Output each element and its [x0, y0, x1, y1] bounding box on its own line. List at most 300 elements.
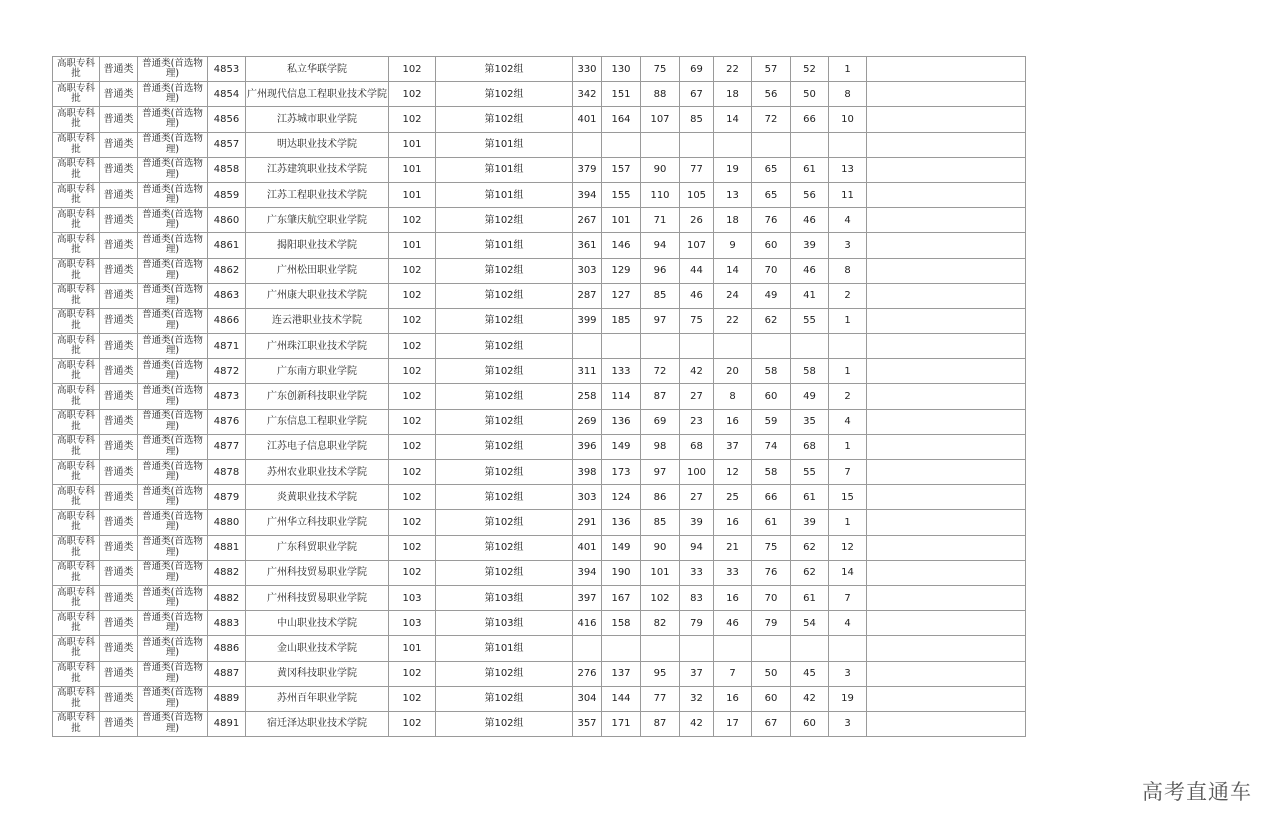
value-e-cell: 60	[752, 233, 791, 258]
school-code-cell: 4862	[208, 258, 246, 283]
value-c-cell: 44	[680, 258, 714, 283]
remark-cell	[867, 434, 1026, 459]
subject-type-cell: 普通类(首选物理)	[138, 460, 208, 485]
count-cell	[573, 636, 602, 661]
value-g-cell: 14	[829, 560, 867, 585]
school-code-cell: 4866	[208, 308, 246, 333]
value-b-cell: 97	[641, 460, 680, 485]
school-name-cell: 明达职业技术学院	[246, 132, 389, 157]
remark-cell	[867, 182, 1026, 207]
value-f-cell	[791, 334, 829, 359]
value-g-cell: 2	[829, 384, 867, 409]
value-a-cell: 114	[602, 384, 641, 409]
subject-type-cell: 普通类(首选物理)	[138, 384, 208, 409]
value-e-cell: 49	[752, 283, 791, 308]
value-c-cell: 33	[680, 560, 714, 585]
batch-cell: 高职专科批	[53, 434, 100, 459]
category-cell: 普通类	[100, 535, 138, 560]
category-cell: 普通类	[100, 460, 138, 485]
value-f-cell: 55	[791, 308, 829, 333]
subject-type-cell: 普通类(首选物理)	[138, 661, 208, 686]
group-code-cell: 102	[389, 283, 436, 308]
count-cell: 394	[573, 560, 602, 585]
value-b-cell: 85	[641, 510, 680, 535]
value-b-cell: 82	[641, 611, 680, 636]
value-b-cell: 87	[641, 711, 680, 736]
category-cell: 普通类	[100, 611, 138, 636]
value-a-cell	[602, 132, 641, 157]
category-cell: 普通类	[100, 182, 138, 207]
school-code-cell: 4882	[208, 560, 246, 585]
group-code-cell: 102	[389, 535, 436, 560]
value-c-cell: 79	[680, 611, 714, 636]
value-e-cell: 66	[752, 485, 791, 510]
batch-cell: 高职专科批	[53, 485, 100, 510]
value-a-cell: 130	[602, 57, 641, 82]
value-d-cell: 16	[714, 510, 752, 535]
remark-cell	[867, 560, 1026, 585]
category-cell: 普通类	[100, 560, 138, 585]
batch-cell: 高职专科批	[53, 258, 100, 283]
group-name-cell: 第102组	[436, 57, 573, 82]
table-row	[53, 636, 1026, 661]
value-g-cell: 8	[829, 258, 867, 283]
value-f-cell: 61	[791, 485, 829, 510]
group-code-cell: 102	[389, 334, 436, 359]
value-d-cell: 16	[714, 409, 752, 434]
value-g-cell	[829, 334, 867, 359]
group-name-cell: 第102组	[436, 686, 573, 711]
subject-type-cell: 普通类(首选物理)	[138, 359, 208, 384]
remark-cell	[867, 208, 1026, 233]
value-d-cell	[714, 636, 752, 661]
group-name-cell: 第102组	[436, 535, 573, 560]
school-code-cell: 4858	[208, 157, 246, 182]
value-a-cell: 146	[602, 233, 641, 258]
subject-type-cell: 普通类(首选物理)	[138, 686, 208, 711]
subject-type-cell: 普通类(首选物理)	[138, 107, 208, 132]
group-code-cell: 102	[389, 409, 436, 434]
group-code-cell: 102	[389, 384, 436, 409]
value-e-cell: 62	[752, 308, 791, 333]
value-e-cell: 61	[752, 510, 791, 535]
remark-cell	[867, 460, 1026, 485]
school-name-cell: 江苏工程职业技术学院	[246, 182, 389, 207]
count-cell: 276	[573, 661, 602, 686]
value-e-cell: 70	[752, 258, 791, 283]
value-c-cell: 107	[680, 233, 714, 258]
batch-cell: 高职专科批	[53, 132, 100, 157]
value-e-cell: 60	[752, 686, 791, 711]
count-cell: 416	[573, 611, 602, 636]
group-name-cell: 第102组	[436, 384, 573, 409]
value-d-cell: 46	[714, 611, 752, 636]
value-b-cell: 72	[641, 359, 680, 384]
category-cell: 普通类	[100, 359, 138, 384]
school-code-cell: 4886	[208, 636, 246, 661]
value-c-cell: 37	[680, 661, 714, 686]
school-code-cell: 4891	[208, 711, 246, 736]
group-name-cell: 第103组	[436, 611, 573, 636]
school-name-cell: 广东肇庆航空职业学院	[246, 208, 389, 233]
value-a-cell: 137	[602, 661, 641, 686]
group-name-cell: 第102组	[436, 560, 573, 585]
table-row	[53, 510, 1026, 535]
school-code-cell: 4889	[208, 686, 246, 711]
group-code-cell: 102	[389, 510, 436, 535]
value-c-cell: 105	[680, 182, 714, 207]
group-name-cell: 第102组	[436, 510, 573, 535]
category-cell: 普通类	[100, 686, 138, 711]
category-cell: 普通类	[100, 485, 138, 510]
table-row	[53, 611, 1026, 636]
subject-type-cell: 普通类(首选物理)	[138, 636, 208, 661]
value-c-cell: 100	[680, 460, 714, 485]
table-row	[53, 233, 1026, 258]
value-f-cell: 61	[791, 157, 829, 182]
batch-cell: 高职专科批	[53, 107, 100, 132]
value-b-cell: 98	[641, 434, 680, 459]
value-c-cell	[680, 636, 714, 661]
subject-type-cell: 普通类(首选物理)	[138, 132, 208, 157]
school-code-cell: 4880	[208, 510, 246, 535]
school-name-cell: 广东创新科技职业学院	[246, 384, 389, 409]
value-g-cell	[829, 636, 867, 661]
value-f-cell: 35	[791, 409, 829, 434]
school-name-cell: 广州现代信息工程职业技术学院	[246, 82, 389, 107]
value-a-cell: 157	[602, 157, 641, 182]
batch-cell: 高职专科批	[53, 233, 100, 258]
value-f-cell: 50	[791, 82, 829, 107]
group-name-cell: 第102组	[436, 409, 573, 434]
count-cell: 397	[573, 585, 602, 610]
batch-cell: 高职专科批	[53, 510, 100, 535]
value-d-cell: 24	[714, 283, 752, 308]
value-b-cell: 85	[641, 283, 680, 308]
value-a-cell: 151	[602, 82, 641, 107]
category-cell: 普通类	[100, 57, 138, 82]
category-cell: 普通类	[100, 258, 138, 283]
group-name-cell: 第102组	[436, 107, 573, 132]
category-cell: 普通类	[100, 409, 138, 434]
value-g-cell: 4	[829, 208, 867, 233]
value-f-cell	[791, 636, 829, 661]
value-f-cell: 58	[791, 359, 829, 384]
subject-type-cell: 普通类(首选物理)	[138, 233, 208, 258]
school-name-cell: 中山职业技术学院	[246, 611, 389, 636]
value-e-cell: 70	[752, 585, 791, 610]
subject-type-cell: 普通类(首选物理)	[138, 510, 208, 535]
count-cell: 269	[573, 409, 602, 434]
table-row	[53, 409, 1026, 434]
admission-score-table	[52, 56, 1026, 737]
group-code-cell: 101	[389, 132, 436, 157]
value-b-cell	[641, 132, 680, 157]
count-cell: 399	[573, 308, 602, 333]
group-code-cell: 102	[389, 258, 436, 283]
group-code-cell: 102	[389, 686, 436, 711]
count-cell: 330	[573, 57, 602, 82]
remark-cell	[867, 409, 1026, 434]
subject-type-cell: 普通类(首选物理)	[138, 434, 208, 459]
value-d-cell: 16	[714, 686, 752, 711]
school-code-cell: 4856	[208, 107, 246, 132]
value-c-cell: 42	[680, 359, 714, 384]
value-f-cell: 56	[791, 182, 829, 207]
group-code-cell: 102	[389, 82, 436, 107]
school-name-cell: 广州科技贸易职业学院	[246, 560, 389, 585]
remark-cell	[867, 359, 1026, 384]
table-row	[53, 182, 1026, 207]
value-a-cell: 185	[602, 308, 641, 333]
value-g-cell: 7	[829, 585, 867, 610]
value-b-cell: 110	[641, 182, 680, 207]
group-name-cell: 第102组	[436, 258, 573, 283]
table-row	[53, 132, 1026, 157]
value-a-cell: 133	[602, 359, 641, 384]
school-code-cell: 4872	[208, 359, 246, 384]
value-g-cell: 1	[829, 308, 867, 333]
batch-cell: 高职专科批	[53, 560, 100, 585]
batch-cell: 高职专科批	[53, 711, 100, 736]
group-code-cell: 101	[389, 182, 436, 207]
value-b-cell: 77	[641, 686, 680, 711]
table-body	[53, 57, 1026, 737]
value-f-cell: 66	[791, 107, 829, 132]
group-name-cell: 第102组	[436, 460, 573, 485]
value-b-cell: 69	[641, 409, 680, 434]
remark-cell	[867, 611, 1026, 636]
value-c-cell: 46	[680, 283, 714, 308]
school-name-cell: 私立华联学院	[246, 57, 389, 82]
count-cell: 401	[573, 107, 602, 132]
count-cell: 342	[573, 82, 602, 107]
value-g-cell: 12	[829, 535, 867, 560]
value-d-cell: 18	[714, 208, 752, 233]
subject-type-cell: 普通类(首选物理)	[138, 611, 208, 636]
remark-cell	[867, 82, 1026, 107]
table-row	[53, 308, 1026, 333]
school-name-cell: 江苏城市职业学院	[246, 107, 389, 132]
value-e-cell	[752, 334, 791, 359]
value-d-cell	[714, 334, 752, 359]
school-name-cell: 广州华立科技职业学院	[246, 510, 389, 535]
category-cell: 普通类	[100, 384, 138, 409]
table-row	[53, 82, 1026, 107]
value-e-cell: 58	[752, 460, 791, 485]
group-name-cell: 第101组	[436, 182, 573, 207]
value-a-cell: 124	[602, 485, 641, 510]
table-row	[53, 485, 1026, 510]
value-c-cell: 23	[680, 409, 714, 434]
value-a-cell: 127	[602, 283, 641, 308]
subject-type-cell: 普通类(首选物理)	[138, 157, 208, 182]
batch-cell: 高职专科批	[53, 686, 100, 711]
value-d-cell: 19	[714, 157, 752, 182]
value-e-cell: 56	[752, 82, 791, 107]
table-row	[53, 585, 1026, 610]
group-code-cell: 102	[389, 661, 436, 686]
value-b-cell: 88	[641, 82, 680, 107]
value-a-cell: 164	[602, 107, 641, 132]
value-e-cell: 57	[752, 57, 791, 82]
subject-type-cell: 普通类(首选物理)	[138, 283, 208, 308]
value-f-cell: 46	[791, 208, 829, 233]
category-cell: 普通类	[100, 82, 138, 107]
value-b-cell: 86	[641, 485, 680, 510]
subject-type-cell: 普通类(首选物理)	[138, 182, 208, 207]
value-f-cell: 41	[791, 283, 829, 308]
value-g-cell	[829, 132, 867, 157]
table-row	[53, 334, 1026, 359]
value-d-cell: 17	[714, 711, 752, 736]
value-a-cell: 171	[602, 711, 641, 736]
count-cell: 291	[573, 510, 602, 535]
school-code-cell: 4854	[208, 82, 246, 107]
value-a-cell: 136	[602, 409, 641, 434]
school-code-cell: 4853	[208, 57, 246, 82]
count-cell: 267	[573, 208, 602, 233]
count-cell: 304	[573, 686, 602, 711]
count-cell: 401	[573, 535, 602, 560]
batch-cell: 高职专科批	[53, 585, 100, 610]
remark-cell	[867, 661, 1026, 686]
value-c-cell: 42	[680, 711, 714, 736]
value-f-cell: 62	[791, 535, 829, 560]
table-row	[53, 711, 1026, 736]
value-f-cell: 42	[791, 686, 829, 711]
value-f-cell: 60	[791, 711, 829, 736]
group-name-cell: 第101组	[436, 233, 573, 258]
batch-cell: 高职专科批	[53, 661, 100, 686]
value-g-cell: 8	[829, 82, 867, 107]
school-name-cell: 宿迁泽达职业技术学院	[246, 711, 389, 736]
value-c-cell	[680, 132, 714, 157]
count-cell: 311	[573, 359, 602, 384]
value-e-cell: 76	[752, 560, 791, 585]
school-name-cell: 江苏建筑职业技术学院	[246, 157, 389, 182]
category-cell: 普通类	[100, 661, 138, 686]
value-b-cell: 75	[641, 57, 680, 82]
value-b-cell	[641, 334, 680, 359]
batch-cell: 高职专科批	[53, 409, 100, 434]
value-e-cell	[752, 636, 791, 661]
table-row	[53, 157, 1026, 182]
value-a-cell: 190	[602, 560, 641, 585]
school-code-cell: 4879	[208, 485, 246, 510]
count-cell: 303	[573, 485, 602, 510]
category-cell: 普通类	[100, 132, 138, 157]
value-f-cell	[791, 132, 829, 157]
category-cell: 普通类	[100, 107, 138, 132]
value-f-cell: 54	[791, 611, 829, 636]
group-name-cell: 第101组	[436, 636, 573, 661]
value-e-cell: 72	[752, 107, 791, 132]
group-code-cell: 102	[389, 485, 436, 510]
count-cell: 394	[573, 182, 602, 207]
table-row	[53, 283, 1026, 308]
value-d-cell: 25	[714, 485, 752, 510]
category-cell: 普通类	[100, 157, 138, 182]
school-name-cell: 广东南方职业学院	[246, 359, 389, 384]
value-e-cell: 50	[752, 661, 791, 686]
table-row	[53, 208, 1026, 233]
value-g-cell: 4	[829, 611, 867, 636]
batch-cell: 高职专科批	[53, 611, 100, 636]
batch-cell: 高职专科批	[53, 208, 100, 233]
value-b-cell: 101	[641, 560, 680, 585]
count-cell: 357	[573, 711, 602, 736]
value-d-cell: 7	[714, 661, 752, 686]
batch-cell: 高职专科批	[53, 636, 100, 661]
group-code-cell: 103	[389, 611, 436, 636]
value-b-cell	[641, 636, 680, 661]
value-g-cell: 1	[829, 510, 867, 535]
count-cell: 287	[573, 283, 602, 308]
subject-type-cell: 普通类(首选物理)	[138, 57, 208, 82]
value-g-cell: 1	[829, 57, 867, 82]
remark-cell	[867, 686, 1026, 711]
value-c-cell: 68	[680, 434, 714, 459]
count-cell: 379	[573, 157, 602, 182]
value-g-cell: 19	[829, 686, 867, 711]
value-b-cell: 71	[641, 208, 680, 233]
value-a-cell	[602, 636, 641, 661]
value-a-cell: 155	[602, 182, 641, 207]
batch-cell: 高职专科批	[53, 283, 100, 308]
group-name-cell: 第101组	[436, 157, 573, 182]
group-name-cell: 第102组	[436, 308, 573, 333]
value-d-cell: 33	[714, 560, 752, 585]
value-e-cell: 65	[752, 182, 791, 207]
value-a-cell: 129	[602, 258, 641, 283]
category-cell: 普通类	[100, 308, 138, 333]
remark-cell	[867, 485, 1026, 510]
value-g-cell: 1	[829, 434, 867, 459]
value-a-cell: 149	[602, 535, 641, 560]
school-name-cell: 苏州百年职业学院	[246, 686, 389, 711]
remark-cell	[867, 711, 1026, 736]
subject-type-cell: 普通类(首选物理)	[138, 82, 208, 107]
watermark-text: 高考直通车	[1142, 780, 1252, 804]
category-cell: 普通类	[100, 636, 138, 661]
remark-cell	[867, 334, 1026, 359]
value-d-cell: 20	[714, 359, 752, 384]
school-name-cell: 广东信息工程职业学院	[246, 409, 389, 434]
group-name-cell: 第102组	[436, 359, 573, 384]
group-name-cell: 第102组	[436, 334, 573, 359]
remark-cell	[867, 585, 1026, 610]
subject-type-cell: 普通类(首选物理)	[138, 711, 208, 736]
category-cell: 普通类	[100, 510, 138, 535]
subject-type-cell: 普通类(首选物理)	[138, 334, 208, 359]
value-g-cell: 7	[829, 460, 867, 485]
value-a-cell: 149	[602, 434, 641, 459]
group-code-cell: 103	[389, 585, 436, 610]
value-d-cell: 8	[714, 384, 752, 409]
batch-cell: 高职专科批	[53, 359, 100, 384]
value-g-cell: 11	[829, 182, 867, 207]
value-e-cell: 59	[752, 409, 791, 434]
value-d-cell: 9	[714, 233, 752, 258]
value-a-cell: 101	[602, 208, 641, 233]
table-row	[53, 661, 1026, 686]
group-code-cell: 102	[389, 359, 436, 384]
remark-cell	[867, 510, 1026, 535]
group-code-cell: 101	[389, 233, 436, 258]
value-e-cell: 60	[752, 384, 791, 409]
value-a-cell: 136	[602, 510, 641, 535]
